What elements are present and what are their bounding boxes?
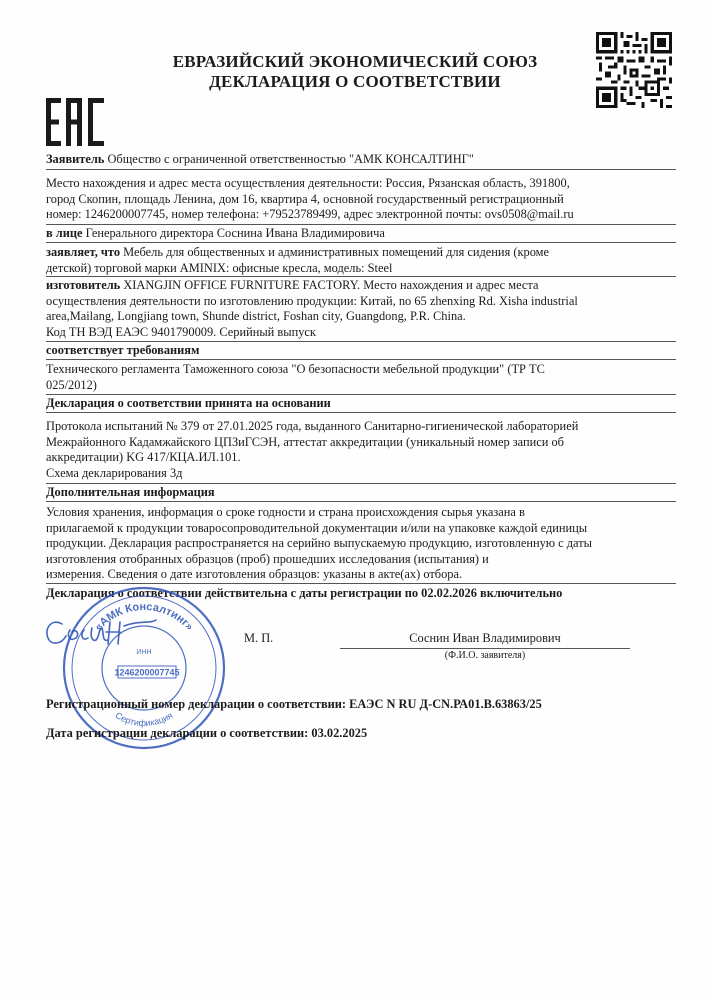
manufacturer-line: area,Mailang, Longjiang town, Shunde district, Foshan city, Guangdong, P.R. China. bbox=[46, 309, 466, 323]
manufacturer-block bbox=[46, 278, 676, 340]
basis-line: аккредитации) KG 417/КЦА.ИЛ.101. bbox=[46, 450, 241, 464]
stamp-outer-text: «АМК Консалтинг» bbox=[92, 600, 196, 634]
applicant-label: Заявитель bbox=[46, 152, 105, 166]
stamp-number: 1246200007745 bbox=[114, 667, 180, 678]
represented-line bbox=[46, 226, 676, 242]
declares-block bbox=[46, 245, 676, 276]
represented-label: в лице bbox=[46, 226, 83, 240]
declares-label: заявляет, что bbox=[46, 245, 121, 259]
divider bbox=[46, 483, 676, 484]
basis-line: Протокола испытаний № 379 от 27.01.2025 года, выданного Санитарно-гигиенической лабораторией bbox=[46, 419, 579, 433]
basis-block bbox=[46, 419, 676, 481]
divider bbox=[46, 501, 676, 502]
applicant-line bbox=[46, 152, 676, 168]
additional-line: изготовления отобранных образцов (проб) прошедших исследования (испытания) и bbox=[46, 551, 489, 566]
divider bbox=[46, 224, 676, 225]
registration-number: Регистрационный номер декларации о соответствии: ЕАЭС N RU Д-CN.РА01.В.63863/25 bbox=[46, 697, 542, 711]
manufacturer-line: XIANGJIN OFFICE FURNITURE FACTORY. Место нахождения и адрес места bbox=[123, 278, 539, 292]
compliance-label: соответствует требованиям bbox=[46, 343, 200, 357]
mp-label: М. П. bbox=[244, 631, 274, 645]
address-line: номер: 1246200007745, номер телефона: +79523789499, адрес электронной почты: ovs0508@mail.ru bbox=[46, 207, 574, 221]
compliance-line: Технического регламента Таможенного союза "О безопасности мебельной продукции" (ТР ТС bbox=[46, 362, 545, 376]
manufacturer-label: изготовитель bbox=[46, 278, 121, 292]
scheme-line: Схема декларирования 3д bbox=[46, 465, 183, 480]
declares-line: детской) торговой марки AMINIX: офисные кресла, модель: Steel bbox=[46, 260, 393, 275]
additional-line: прилагаемой к продукции товаросопроводительной документации и/или на упаковке каждой единицы bbox=[46, 520, 588, 535]
stamp-inn-label: ИНН bbox=[136, 649, 152, 656]
represented-value: Генерального директора Соснина Ивана Владимировича bbox=[85, 226, 385, 240]
additional-label: Дополнительная информация bbox=[46, 485, 215, 499]
applicant-signature-icon bbox=[40, 610, 160, 654]
divider bbox=[46, 394, 676, 395]
union-title: ЕВРАЗИЙСКИЙ ЭКОНОМИЧЕСКИЙ СОЮЗ bbox=[172, 52, 538, 71]
manufacturer-line: осуществления деятельности по изготовлению продукции: Китай, no 65 zhenxing Rd. Xisha industrial bbox=[46, 293, 578, 308]
eac-logo-icon bbox=[46, 98, 104, 146]
divider bbox=[46, 412, 676, 413]
compliance-line: 025/2012) bbox=[46, 377, 97, 392]
validity-line: Декларация о соответствии действительна с даты регистрации по 02.02.2026 включительно bbox=[46, 586, 563, 600]
divider bbox=[46, 276, 676, 277]
divider bbox=[46, 341, 676, 342]
additional-block bbox=[46, 505, 676, 583]
fio-caption: (Ф.И.О. заявителя) bbox=[444, 650, 526, 661]
divider bbox=[46, 169, 676, 170]
stamp-bottom-text: Сертификация bbox=[113, 710, 175, 729]
declares-line: Мебель для общественных и административных помещений для сидения (кроме bbox=[123, 245, 550, 259]
divider bbox=[46, 242, 676, 243]
applicant-address bbox=[46, 176, 676, 223]
divider bbox=[46, 359, 676, 360]
document-title: ДЕКЛАРАЦИЯ О СООТВЕТСТВИИ bbox=[209, 72, 501, 91]
address-line: город Скопин, площадь Ленина, дом 16, квартира 4, основной государственный регистрационный bbox=[46, 191, 564, 206]
additional-line: Условия хранения, информация о сроке годности и страна происхождения сырья указана в bbox=[46, 505, 525, 519]
applicant-value: Общество с ограниченной ответственностью "АМК КОНСАЛТИНГ" bbox=[107, 152, 474, 166]
additional-line: продукции. Декларация распространяется на серийно выпускаемую продукцию, изготовленную с даты bbox=[46, 536, 592, 550]
basis-label: Декларация о соответствии принята на основании bbox=[46, 396, 331, 410]
registration-date: Дата регистрации декларации о соответствии: 03.02.2025 bbox=[46, 726, 368, 740]
additional-line: измерения. Сведения о дате изготовления образцов: указаны в акте(ах) отбора. bbox=[46, 567, 463, 581]
address-line: Место нахождения и адрес места осуществления деятельности: Россия, Рязанская область, 391800, bbox=[46, 176, 570, 190]
signer-line bbox=[340, 648, 630, 649]
signer-name: Соснин Иван Владимирович bbox=[409, 631, 561, 645]
hs-code-line: Код ТН ВЭД ЕАЭС 9401790009. Серийный выпуск bbox=[46, 324, 316, 339]
qr-code bbox=[596, 32, 672, 108]
compliance-block bbox=[46, 362, 676, 393]
basis-line: Межрайонного Кадамжайского ЦПЗиГСЭН, аттестат аккредитации (уникальный номер записи об bbox=[46, 434, 564, 449]
